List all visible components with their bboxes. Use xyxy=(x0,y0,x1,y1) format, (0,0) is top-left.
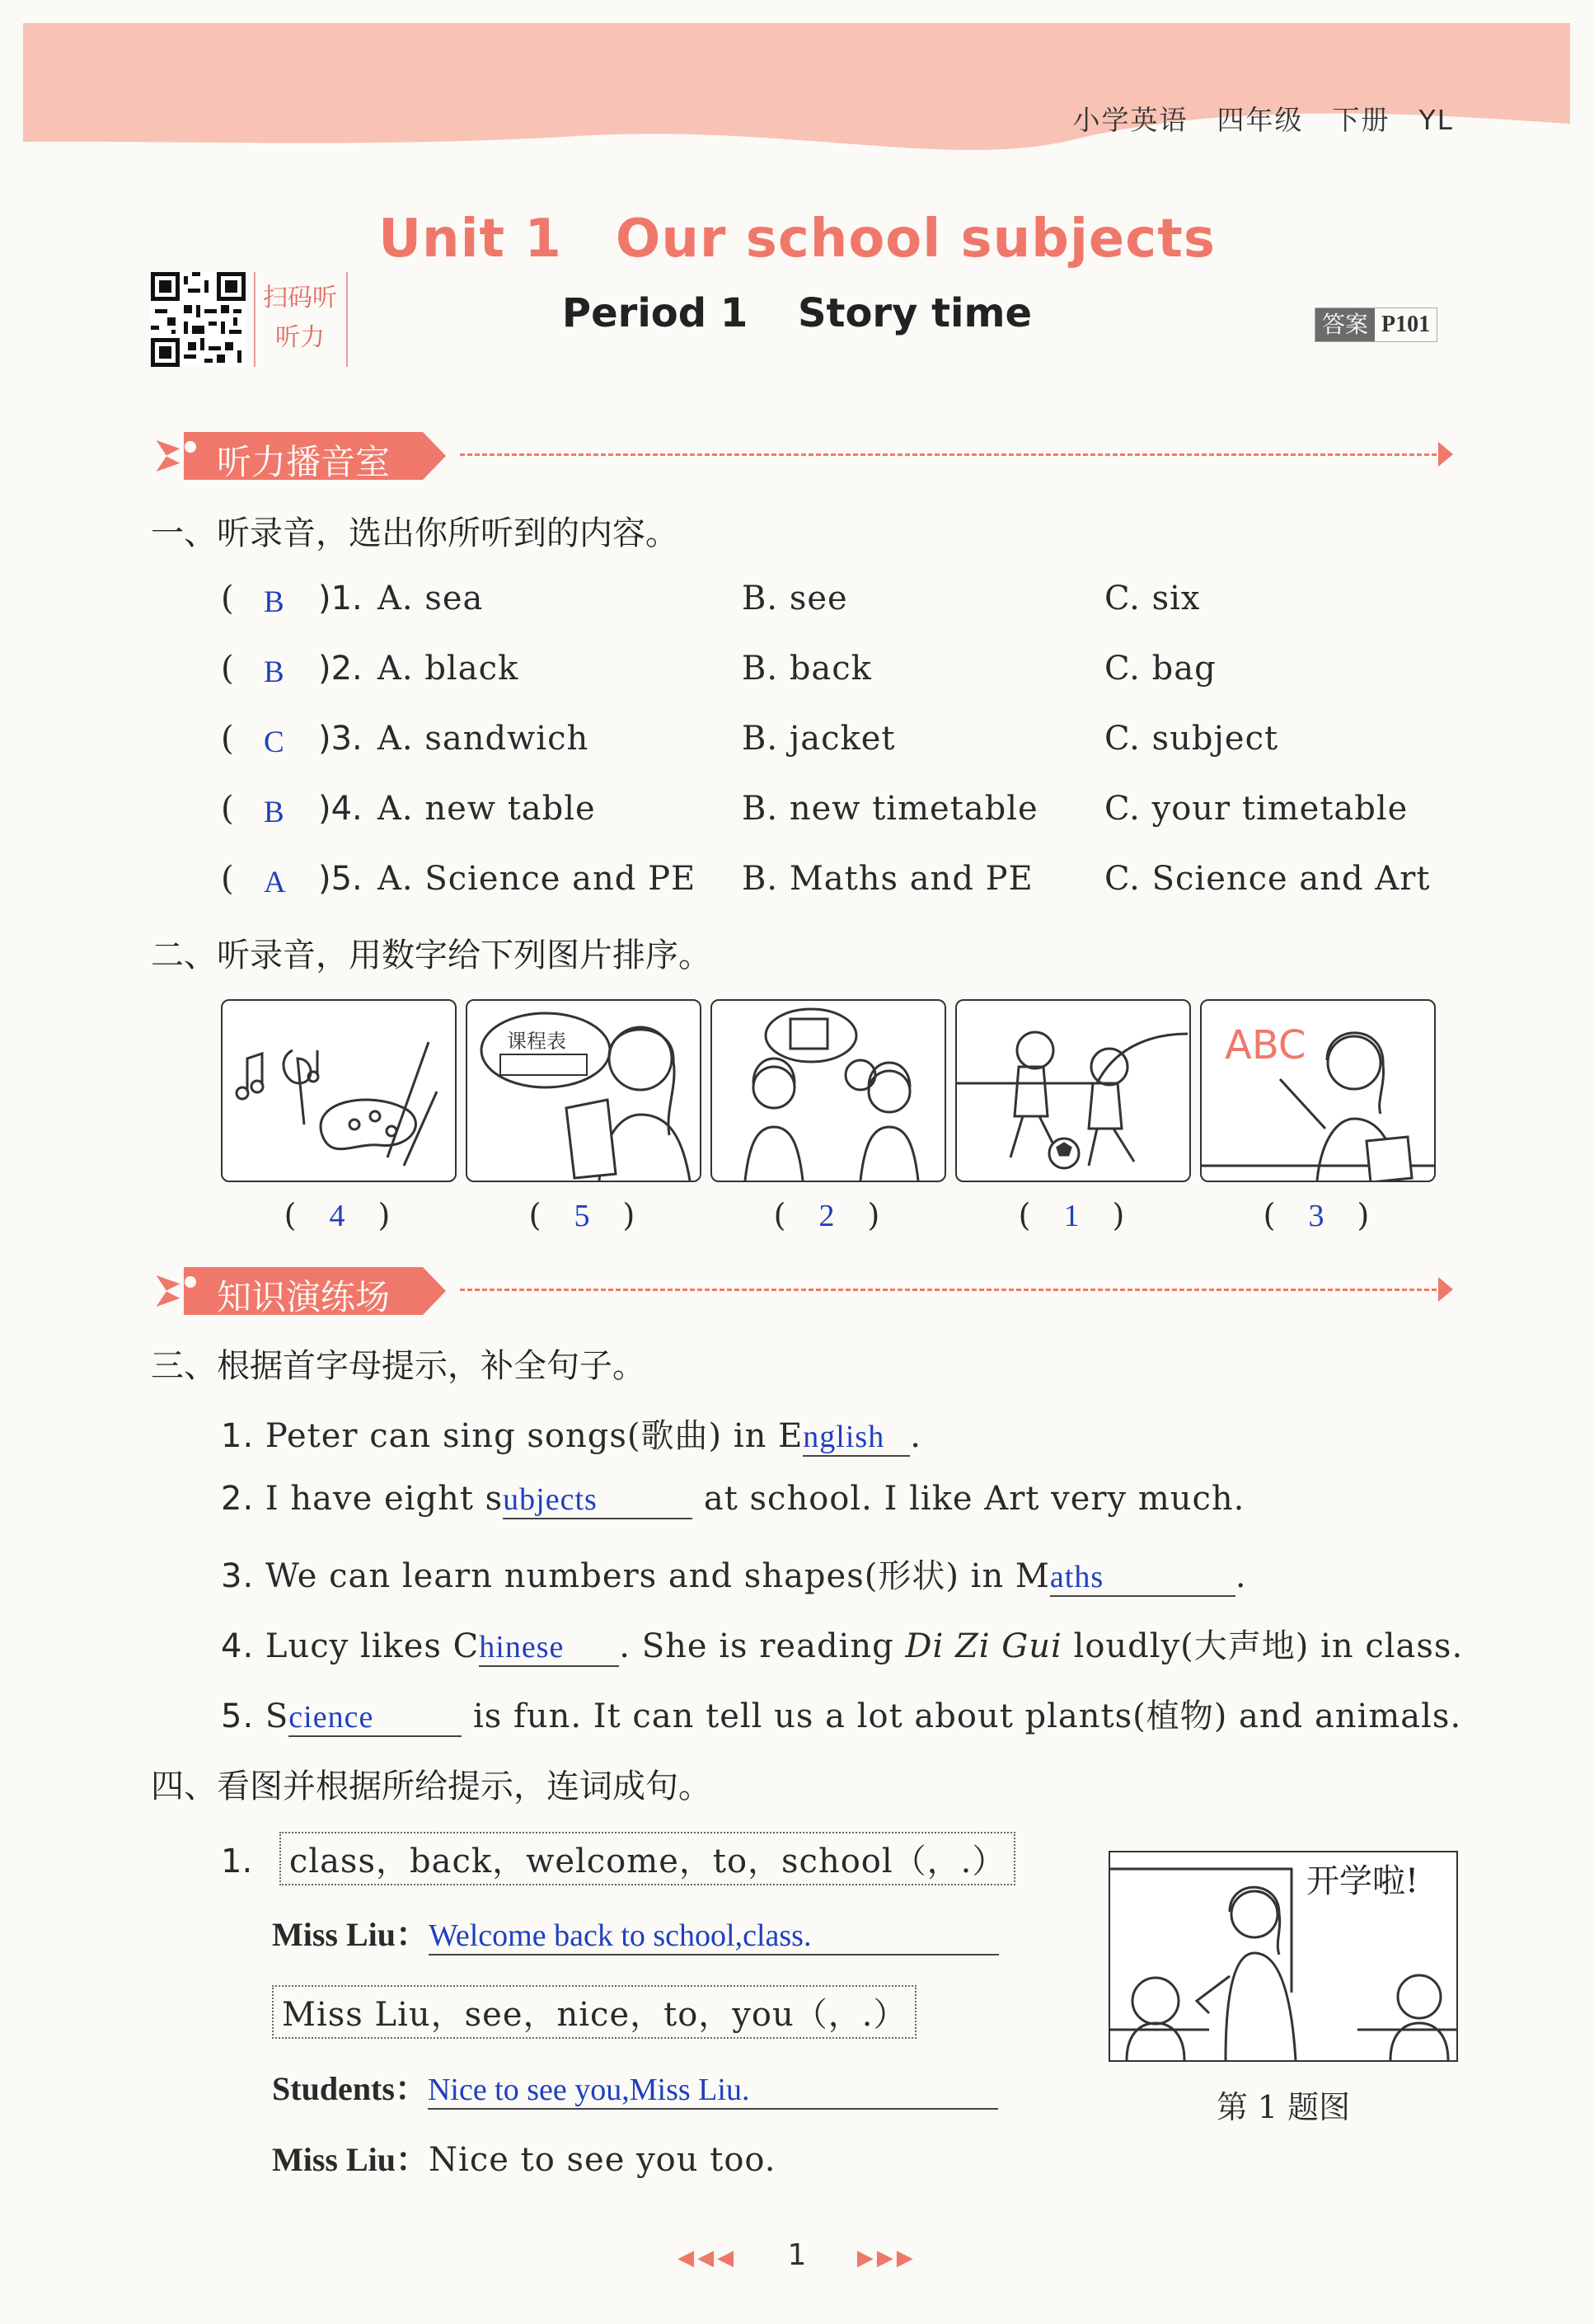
option-b: B. back xyxy=(742,650,872,688)
banner-arrow-icon xyxy=(1438,442,1453,467)
fill-item xyxy=(221,1410,921,1457)
sentence-start: Peter can sing songs(歌曲) in E xyxy=(254,1417,804,1455)
item-number: )4. xyxy=(318,790,363,828)
period-label: Period 1 xyxy=(561,290,748,336)
item-number: 3. xyxy=(221,1557,255,1595)
banner-arrow-icon xyxy=(1438,1277,1453,1302)
speaker-label: Miss Liu： xyxy=(272,1916,429,1953)
page-number: 1 xyxy=(787,2238,807,2272)
speaker-label: Students： xyxy=(272,2070,428,2107)
order-number[interactable]: 5 xyxy=(574,1199,590,1233)
mc-item xyxy=(221,580,1507,621)
fill-answer: cience xyxy=(288,1700,374,1735)
fill-item xyxy=(221,1480,1245,1519)
listening-banner xyxy=(151,430,1461,481)
book-title: Di Zi Gui xyxy=(905,1627,1062,1665)
sentence-start: Lucy likes C xyxy=(254,1627,480,1665)
fill-blank[interactable] xyxy=(1050,1557,1235,1597)
fill-answer: nglish xyxy=(803,1420,885,1454)
item-number: 1. xyxy=(221,1843,253,1880)
mc-item xyxy=(221,860,1507,901)
item-number: )2. xyxy=(318,650,363,688)
sentence-start: S xyxy=(254,1697,289,1735)
word-prompt-box: Miss Liu，see，nice，to，you（，.） xyxy=(272,1985,917,2039)
chosen-answer[interactable]: B xyxy=(264,655,284,689)
dialogue-text: Nice to see you too. xyxy=(429,2141,776,2179)
answer-paren: ( xyxy=(221,580,234,617)
option-c: C. subject xyxy=(1104,720,1279,758)
fill-item xyxy=(221,1690,1461,1737)
mc-item xyxy=(221,720,1507,761)
header-band xyxy=(0,0,1594,173)
answer-paren: ( xyxy=(221,720,234,758)
dialogue-line xyxy=(272,2063,998,2110)
page-footer xyxy=(0,2238,1594,2272)
answer-key-tag[interactable] xyxy=(1315,308,1437,342)
option-c: C. your timetable xyxy=(1104,790,1409,828)
figure-speech-text: 开学啦! xyxy=(1306,1862,1419,1900)
answer-paren: ( xyxy=(221,860,234,898)
scan-label[interactable]: 扫码听听力 xyxy=(263,284,337,352)
sentence-end: . xyxy=(910,1417,922,1455)
item-number: 2. xyxy=(221,1480,255,1518)
banner-dash-line xyxy=(460,1289,1437,1291)
option-b: B. jacket xyxy=(742,720,896,758)
item-number: )1. xyxy=(318,580,363,617)
fill-item xyxy=(221,1620,1463,1667)
sentence-end: loudly(大声地) in class. xyxy=(1062,1627,1464,1665)
part4-heading: 四、看图并根据所给提示，连词成句。 xyxy=(151,1768,711,1805)
option-a: A. new table xyxy=(377,790,596,828)
unit-title: Unit 1 Our school subjects xyxy=(378,209,1216,270)
order-answer: ( 3 ) xyxy=(1263,1197,1370,1233)
sentence-middle: . She is reading xyxy=(619,1627,906,1665)
order-number[interactable]: 1 xyxy=(1063,1199,1080,1233)
order-answer: ( 1 ) xyxy=(1018,1197,1125,1233)
fill-item xyxy=(221,1550,1247,1597)
item-number: )3. xyxy=(318,720,363,758)
period-name: Story time xyxy=(797,290,1033,336)
classroom-figure xyxy=(1109,1851,1458,2062)
banner-dash-line xyxy=(460,453,1437,456)
listening-banner-label: 听力播音室 xyxy=(217,442,391,482)
order-number[interactable]: 2 xyxy=(818,1199,835,1233)
order-answer: ( 2 ) xyxy=(773,1197,880,1233)
fill-blank[interactable] xyxy=(803,1417,910,1457)
part1-heading: 一、听录音，选出你所听到的内容。 xyxy=(151,514,678,552)
chosen-answer[interactable]: B xyxy=(264,585,284,619)
fill-answer: hinese xyxy=(479,1630,565,1664)
order-number[interactable]: 4 xyxy=(329,1199,345,1233)
practice-banner-label: 知识演练场 xyxy=(217,1277,391,1317)
option-c: C. Science and Art xyxy=(1104,860,1431,898)
item-number: 5. xyxy=(221,1697,255,1735)
picture-teacher-abc xyxy=(1200,999,1436,1182)
answer-line[interactable] xyxy=(428,2072,998,2110)
word-prompt xyxy=(272,1985,917,2039)
item-number: 1. xyxy=(221,1417,255,1455)
sentence-answer: Welcome back to school,class. xyxy=(429,1918,812,1953)
dialogue-line xyxy=(272,1908,999,1955)
picture-music-art xyxy=(221,999,457,1182)
sentence-end: is fun. It can tell us a lot about plants(植物) and animals. xyxy=(462,1697,1462,1735)
answer-key-label: 答案 xyxy=(1315,308,1375,341)
dialogue-line xyxy=(272,2134,776,2181)
abc-board-text: ABC xyxy=(1225,1022,1306,1068)
option-a: A. Science and PE xyxy=(377,860,696,898)
fill-blank[interactable] xyxy=(288,1697,462,1737)
picture-boys-football xyxy=(955,999,1191,1182)
order-answer: ( 5 ) xyxy=(528,1197,635,1233)
fill-answer: aths xyxy=(1049,1560,1104,1594)
practice-banner xyxy=(151,1265,1461,1317)
prev-page-arrows-icon[interactable]: ◀◀◀ xyxy=(677,2246,738,2270)
sentence-start: I have eight s xyxy=(254,1480,504,1518)
sentence-end: at school. I like Art very much. xyxy=(692,1480,1245,1518)
item-number: )5. xyxy=(318,860,363,898)
option-a: A. sea xyxy=(377,580,484,617)
option-a: A. black xyxy=(377,650,519,688)
option-b: B. Maths and PE xyxy=(742,860,1034,898)
fill-blank[interactable] xyxy=(479,1627,619,1667)
option-c: C. bag xyxy=(1104,650,1217,688)
mc-item xyxy=(221,790,1507,831)
sentence-end: . xyxy=(1235,1557,1247,1595)
next-page-arrows-icon[interactable]: ▶▶▶ xyxy=(856,2246,917,2270)
timetable-bubble-text: 课程表 xyxy=(507,1030,566,1053)
option-a: A. sandwich xyxy=(377,720,589,758)
fill-answer: ubjects xyxy=(503,1482,598,1517)
sentence-start: We can learn numbers and shapes(形状) in M xyxy=(254,1557,1050,1595)
word-prompt-box: class，back，welcome，to，school（，.） xyxy=(279,1832,1016,1885)
book-info: 小学英语 四年级 下册 YL xyxy=(1072,104,1454,136)
picture-two-girls-talking xyxy=(710,999,946,1182)
order-number[interactable]: 3 xyxy=(1308,1199,1324,1233)
chosen-answer[interactable]: C xyxy=(264,725,284,759)
part2-heading: 二、听录音，用数字给下列图片排序。 xyxy=(151,937,711,974)
fill-blank[interactable] xyxy=(503,1480,692,1519)
option-b: B. see xyxy=(742,580,848,617)
sentence-answer: Nice to see you,Miss Liu. xyxy=(427,2073,750,2107)
answer-paren: ( xyxy=(221,650,234,688)
option-b: B. new timetable xyxy=(742,790,1038,828)
item-number: 4. xyxy=(221,1627,255,1665)
sentence-build-item xyxy=(221,1832,1015,1885)
part3-heading: 三、根据首字母提示，补全句子。 xyxy=(151,1347,645,1385)
speaker-label: Miss Liu： xyxy=(272,2141,429,2178)
option-c: C. six xyxy=(1104,580,1201,617)
figure-caption: 第 1 题图 xyxy=(1216,2089,1351,2125)
qr-code-icon[interactable] xyxy=(151,272,246,367)
answer-paren: ( xyxy=(221,790,234,828)
order-answer: ( 4 ) xyxy=(284,1197,391,1233)
chosen-answer[interactable]: A xyxy=(264,866,286,899)
picture-timetable-girl xyxy=(466,999,701,1182)
answer-line[interactable] xyxy=(429,1918,999,1955)
chosen-answer[interactable]: B xyxy=(264,796,284,829)
answer-key-page: P101 xyxy=(1381,312,1431,337)
mc-item xyxy=(221,650,1507,691)
